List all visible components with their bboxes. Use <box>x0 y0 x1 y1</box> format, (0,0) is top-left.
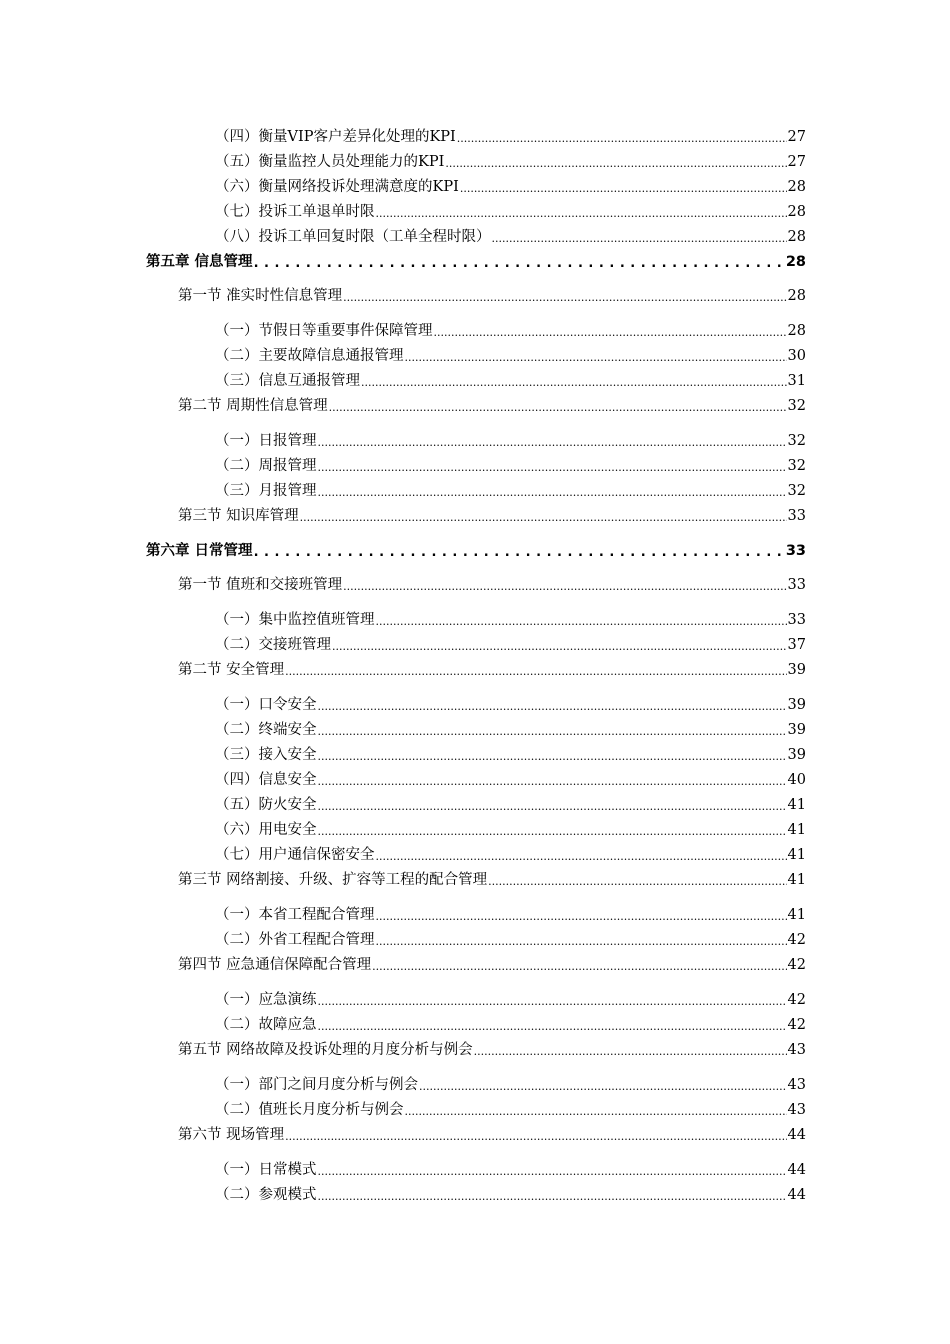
toc-entry-label: （八）投诉工单回复时限（工单全程时限） <box>215 229 491 245</box>
toc-page-number: 33 <box>787 508 806 524</box>
toc-subsection[interactable] <box>215 151 806 173</box>
toc-page-number: 43 <box>787 1042 806 1058</box>
toc-subsection[interactable] <box>215 989 806 1011</box>
toc-subsection[interactable] <box>215 480 806 502</box>
toc-page-number: 43 <box>787 1102 806 1118</box>
toc-page-number: 28 <box>787 323 806 339</box>
toc-page-number: 41 <box>787 907 806 923</box>
toc-entry-label: 第一节 准实时性信息管理 <box>178 288 343 304</box>
toc-section[interactable] <box>178 869 806 891</box>
dot-leader <box>329 395 787 417</box>
toc-entry-label: （一）口令安全 <box>215 697 317 713</box>
toc-page-number: 31 <box>787 373 806 389</box>
toc-chapter[interactable] <box>146 540 806 562</box>
toc-entry-label: （一）应急演练 <box>215 992 317 1008</box>
dot-leader <box>492 226 787 248</box>
toc-page-number: 28 <box>787 288 806 304</box>
toc-entry-label: （二）故障应急 <box>215 1017 317 1033</box>
toc-entry-label: （三）信息互通报管理 <box>215 373 360 389</box>
toc-subsection[interactable] <box>215 719 806 741</box>
dot-leader <box>318 819 787 841</box>
dot-leader <box>318 480 787 502</box>
toc-page-number: 42 <box>787 932 806 948</box>
toc-page-number: 40 <box>787 772 806 788</box>
toc-subsection[interactable] <box>215 126 806 148</box>
toc-entry-label: （四）信息安全 <box>215 772 317 788</box>
toc-page-number: 32 <box>787 398 806 414</box>
toc-subsection[interactable] <box>215 769 806 791</box>
dot-leader <box>376 904 787 926</box>
toc-entry-label: 第一节 值班和交接班管理 <box>178 577 343 593</box>
toc-entry-label: 第六章 日常管理 <box>146 543 253 559</box>
toc-page-number: 33 <box>785 543 806 559</box>
dot-leader <box>285 1124 786 1146</box>
toc-section[interactable] <box>178 954 806 976</box>
toc-page-number: 32 <box>787 433 806 449</box>
toc-subsection[interactable] <box>215 609 806 631</box>
toc-entry-label: （三）月报管理 <box>215 483 317 499</box>
dot-leader <box>318 794 787 816</box>
toc-subsection[interactable] <box>215 904 806 926</box>
toc-entry-label: 第六节 现场管理 <box>178 1127 285 1143</box>
toc-subsection[interactable] <box>215 1159 806 1181</box>
toc-section[interactable] <box>178 574 806 596</box>
dot-leader <box>318 430 787 452</box>
dot-leader <box>372 954 786 976</box>
toc-page-number: 27 <box>787 154 806 170</box>
toc-page-number: 43 <box>787 1077 806 1093</box>
dot-leader <box>318 989 787 1011</box>
toc-section[interactable] <box>178 659 806 681</box>
dot-leader <box>318 455 787 477</box>
toc-section[interactable] <box>178 1039 806 1061</box>
toc-entry-label: 第三节 网络割接、升级、扩容等工程的配合管理 <box>178 872 488 888</box>
toc-entry-label: （一）节假日等重要事件保障管理 <box>215 323 433 339</box>
toc-subsection[interactable] <box>215 1014 806 1036</box>
toc-entry-label: （六）用电安全 <box>215 822 317 838</box>
toc-entry-label: （二）外省工程配合管理 <box>215 932 375 948</box>
dot-leader <box>318 744 787 766</box>
dot-leader <box>474 1039 787 1061</box>
toc-subsection[interactable] <box>215 794 806 816</box>
toc-entry-label: （七）用户通信保密安全 <box>215 847 375 863</box>
toc-page-number: 27 <box>787 129 806 145</box>
dot-leader <box>343 574 786 596</box>
toc-entry-label: 第五章 信息管理 <box>146 254 253 270</box>
toc-entry-label: （二）终端安全 <box>215 722 317 738</box>
toc-page-number: 33 <box>787 612 806 628</box>
toc-page-number: 32 <box>787 483 806 499</box>
toc-page-number: 39 <box>787 662 806 678</box>
toc-entry-label: （一）日报管理 <box>215 433 317 449</box>
toc-page-number: 44 <box>787 1162 806 1178</box>
toc-entry-label: （二）参观模式 <box>215 1187 317 1203</box>
toc-page-number: 33 <box>787 577 806 593</box>
dot-leader <box>343 285 786 307</box>
toc-page-number: 42 <box>787 957 806 973</box>
toc-section[interactable] <box>178 505 806 527</box>
dot-leader <box>434 320 787 342</box>
toc-section[interactable] <box>178 285 806 307</box>
dot-leader <box>318 769 787 791</box>
toc-page-number: 42 <box>787 1017 806 1033</box>
toc-subsection[interactable] <box>215 455 806 477</box>
toc-page-number: 44 <box>787 1127 806 1143</box>
toc-subsection[interactable] <box>215 844 806 866</box>
toc-page-number: 28 <box>787 229 806 245</box>
dot-leader <box>376 201 787 223</box>
toc-page-number: 39 <box>787 697 806 713</box>
dot-leader <box>318 1159 787 1181</box>
toc-subsection[interactable] <box>215 345 806 367</box>
toc-subsection[interactable] <box>215 819 806 841</box>
toc-page-number: 28 <box>787 179 806 195</box>
dot-leader <box>318 1014 787 1036</box>
dot-leader <box>254 251 785 273</box>
dot-leader <box>405 1099 787 1121</box>
toc-entry-label: （二）主要故障信息通报管理 <box>215 348 404 364</box>
dot-leader <box>376 844 787 866</box>
toc-entry-label: （二）值班长月度分析与例会 <box>215 1102 404 1118</box>
toc-entry-label: 第三节 知识库管理 <box>178 508 299 524</box>
toc-subsection[interactable] <box>215 929 806 951</box>
toc-entry-label: 第四节 应急通信保障配合管理 <box>178 957 372 973</box>
dot-leader <box>285 659 786 681</box>
toc-page-number: 37 <box>787 637 806 653</box>
toc-page-number: 28 <box>785 254 806 270</box>
toc-page-number: 39 <box>787 747 806 763</box>
toc-subsection[interactable] <box>215 201 806 223</box>
toc-subsection[interactable] <box>215 694 806 716</box>
toc-page-number: 44 <box>787 1187 806 1203</box>
toc-page-number: 28 <box>787 204 806 220</box>
dot-leader <box>457 126 787 148</box>
toc-entry-label: （一）日常模式 <box>215 1162 317 1178</box>
toc-subsection[interactable] <box>215 430 806 452</box>
toc-entry-label: （四）衡量VIP客户差异化处理的KPI <box>215 129 456 145</box>
toc-subsection[interactable] <box>215 634 806 656</box>
toc-subsection[interactable] <box>215 1099 806 1121</box>
toc-entry-label: （一）部门之间月度分析与例会 <box>215 1077 418 1093</box>
toc-page-number: 41 <box>787 797 806 813</box>
dot-leader <box>300 505 787 527</box>
toc-subsection[interactable] <box>215 370 806 392</box>
toc-entry-label: 第二节 安全管理 <box>178 662 285 678</box>
toc-subsection[interactable] <box>215 1184 806 1206</box>
toc-subsection[interactable] <box>215 1074 806 1096</box>
toc-subsection[interactable] <box>215 744 806 766</box>
dot-leader <box>318 694 787 716</box>
toc-subsection[interactable] <box>215 226 806 248</box>
toc-chapter[interactable] <box>146 251 806 273</box>
dot-leader <box>318 719 787 741</box>
toc-entry-label: （五）防火安全 <box>215 797 317 813</box>
toc-page-number: 41 <box>787 872 806 888</box>
toc-entry-label: （二）交接班管理 <box>215 637 331 653</box>
toc-subsection[interactable] <box>215 320 806 342</box>
toc-section[interactable] <box>178 1124 806 1146</box>
dot-leader <box>318 1184 787 1206</box>
toc-page-number: 39 <box>787 722 806 738</box>
dot-leader <box>445 151 786 173</box>
toc-page-number: 32 <box>787 458 806 474</box>
toc-page-number: 41 <box>787 822 806 838</box>
dot-leader <box>488 869 786 891</box>
toc-entry-label: （六）衡量网络投诉处理满意度的KPI <box>215 179 459 195</box>
toc-page-number: 41 <box>787 847 806 863</box>
dot-leader <box>376 609 787 631</box>
toc-entry-label: （一）本省工程配合管理 <box>215 907 375 923</box>
toc-entry-label: （二）周报管理 <box>215 458 317 474</box>
toc-page-number: 42 <box>787 992 806 1008</box>
dot-leader <box>405 345 787 367</box>
toc-entry-label: （一）集中监控值班管理 <box>215 612 375 628</box>
dot-leader <box>332 634 787 656</box>
toc-subsection[interactable] <box>215 176 806 198</box>
dot-leader <box>254 540 785 562</box>
dot-leader <box>361 370 787 392</box>
toc-entry-label: （七）投诉工单退单时限 <box>215 204 375 220</box>
toc-entry-label: 第五节 网络故障及投诉处理的月度分析与例会 <box>178 1042 473 1058</box>
toc-entry-label: 第二节 周期性信息管理 <box>178 398 328 414</box>
dot-leader <box>376 929 787 951</box>
toc-section[interactable] <box>178 395 806 417</box>
dot-leader <box>419 1074 787 1096</box>
toc-entry-label: （三）接入安全 <box>215 747 317 763</box>
dot-leader <box>460 176 787 198</box>
toc-entry-label: （五）衡量监控人员处理能力的KPI <box>215 154 445 170</box>
toc-page-number: 30 <box>787 348 806 364</box>
